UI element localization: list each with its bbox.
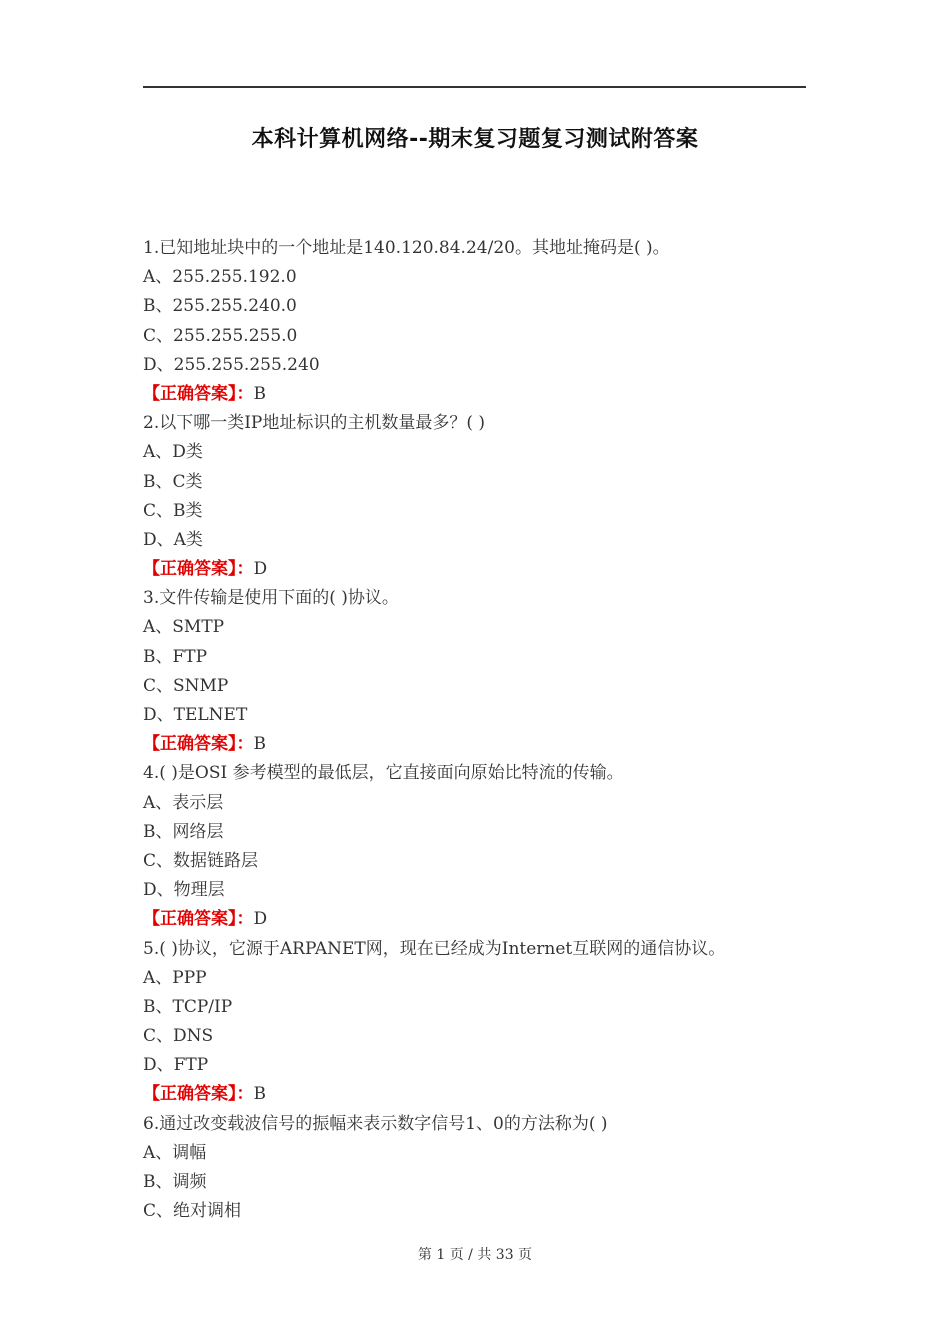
question-stem: 1.已知地址块中的一个地址是140.120.84.24/20。其地址掩码是( )。 [143, 238, 670, 258]
option-item: C、B类 [143, 500, 203, 521]
option-item: A、表示层 [143, 792, 224, 813]
option-item: C、255.255.255.0 [143, 325, 298, 346]
answer-label: 【正确答案】： [143, 734, 254, 755]
page-footer: 第 1 页 / 共 33 页 [417, 1247, 533, 1263]
question-list [143, 234, 823, 1226]
answer-line [143, 1080, 823, 1109]
answer-value: D [253, 559, 268, 580]
question-stem: 5.( )协议，它源于ARPANET网，现在已经成为Internet互联网的通信协议。 [143, 938, 726, 959]
answer-label: 【正确答案】： [143, 1084, 254, 1105]
question-stem: 2.以下哪一类IP地址标识的主机数量最多？( ) [143, 413, 486, 434]
option-item: D、FTP [143, 1055, 209, 1076]
option-item: C、DNS [143, 1026, 214, 1047]
option-item: B、调频 [143, 1172, 207, 1192]
answer-label: 【正确答案】： [143, 909, 254, 930]
option-item: B、网络层 [143, 821, 224, 842]
answer-value: B [253, 734, 266, 755]
option-item: B、255.255.240.0 [143, 296, 297, 317]
question-stem: 4.( )是OSI 参考模型的最低层，它直接面向原始比特流的传输。 [143, 763, 624, 784]
option-item: D、物理层 [143, 880, 225, 901]
question-stem: 3.文件传输是使用下面的( )协议。 [143, 588, 399, 609]
option-item: D、255.255.255.240 [143, 354, 320, 375]
question-stem: 6.通过改变载波信号的振幅来表示数字信号1、0的方法称为( ) [143, 1113, 608, 1134]
option-item: A、PPP [143, 967, 207, 988]
option-item: A、SMTP [143, 617, 225, 638]
header-rule [143, 86, 806, 88]
option-item: D、A类 [143, 529, 203, 550]
answer-label: 【正确答案】： [143, 559, 254, 580]
answer-line [143, 730, 823, 759]
answer-line [143, 905, 823, 934]
option-item: B、FTP [143, 646, 208, 667]
answer-value: B [253, 1084, 266, 1105]
option-item: C、数据链路层 [143, 850, 259, 871]
answer-value: D [253, 909, 268, 930]
answer-line [143, 555, 823, 584]
option-item: B、TCP/IP [143, 996, 233, 1017]
answer-value: B [253, 383, 266, 404]
option-item: C、绝对调相 [143, 1201, 242, 1222]
option-item: A、调幅 [143, 1142, 207, 1163]
document-title: 本科计算机网络--期末复习题复习测试附答案 [251, 127, 699, 152]
option-item: C、SNMP [143, 675, 229, 696]
option-item: B、C类 [143, 471, 203, 492]
answer-label: 【正确答案】： [143, 383, 254, 404]
answer-line [143, 380, 823, 409]
option-item: A、D类 [143, 442, 203, 463]
option-item: D、TELNET [143, 705, 248, 725]
option-item: A、255.255.192.0 [143, 267, 297, 288]
